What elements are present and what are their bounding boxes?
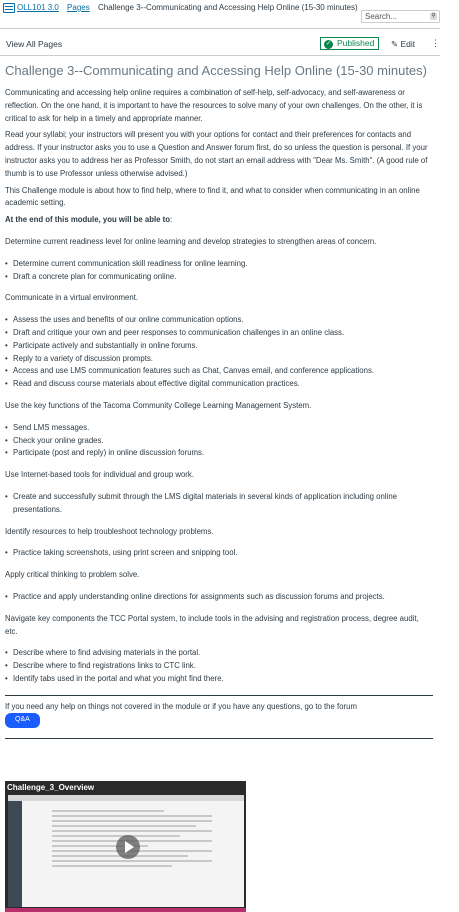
list-item: • Assess the uses and benefits of our online communication options.	[13, 314, 433, 327]
search-icon[interactable]: ⚲	[431, 13, 436, 19]
page-title: Challenge 3--Communicating and Accessing Help Online (15-30 minutes)	[5, 63, 427, 78]
objectives-heading-colon: :	[170, 215, 173, 225]
objective-text: Identify resources to help troubleshoot technology problems.	[5, 526, 214, 536]
help-text: If you need any help on things not covered in the module or if you have any questions, go to the forum	[5, 701, 357, 711]
content-divider	[5, 695, 433, 696]
view-all-pages-link[interactable]: View All Pages	[6, 39, 63, 49]
qa-button[interactable]: Q&A	[5, 713, 40, 728]
intro-paragraph-2: Read your syllabi; your instructors will present you with your options for contact and their preferences for contacts and address. If your instructor asks you to use a Question and Answer forum first, do so unless the question is personal. If your instructor asks you to address her as Professor Smith, do not start an email address with "Dear Ms. Smith". (A good rule of thumb is to use Professor unless otherwise advised.)	[5, 130, 428, 178]
list-item: • Participate actively and substantially in online forums.	[13, 340, 433, 353]
page-toolbar	[0, 32, 440, 54]
objective-text: Navigate key components the TCC Portal system, to include tools in the advising and registration process, degree audit, etc.	[5, 613, 419, 636]
intro-paragraph-1: Communicating and accessing help online requires a combination of self-help, self-advocacy, and self-awareness or reflection. On the one hand, it is important to have the resources to solve many of your own challenges. On the other, it is critical to ask for help in a timely and appropriate manner.	[5, 88, 423, 123]
list-item: • Access and use LMS communication features such as Chat, Canvas email, and conference applications.	[13, 365, 433, 378]
video-player[interactable]	[5, 781, 246, 912]
published-label: Published	[337, 38, 375, 48]
list-item: • Practice taking screenshots, using print screen and snipping tool.	[13, 547, 433, 560]
list-item: • Draft a concrete plan for communicating online.	[13, 271, 433, 284]
objective-sublist	[5, 647, 433, 685]
check-icon: ✓	[325, 41, 332, 47]
intro-paragraph-3: This Challenge module is about how to find help, where to find it, and what to consider when communicating in an online academic setting.	[5, 185, 420, 208]
objectives-list	[5, 236, 433, 686]
menu-icon[interactable]	[3, 3, 15, 13]
list-item: • Determine current communication skill readiness for online learning.	[13, 258, 433, 271]
list-item: • Identify tabs used in the portal and what you might find there.	[13, 673, 433, 686]
pencil-icon: ✎	[391, 39, 399, 49]
toolbar-divider	[0, 55, 440, 56]
objective-sublist	[5, 491, 433, 517]
objective-text: Use the key functions of the Tacoma Community College Learning Management System.	[5, 400, 312, 410]
content-divider-2	[5, 738, 433, 739]
objective-sublist	[5, 591, 433, 604]
video-title: Challenge_3_Overview	[7, 783, 95, 792]
list-item: • Check your online grades.	[13, 435, 433, 448]
video-thumb-header	[8, 795, 244, 801]
play-icon[interactable]	[116, 835, 140, 859]
breadcrumb-current: Challenge 3--Communicating and Accessing Help Online (15-30 minutes)	[97, 3, 358, 12]
breadcrumb-course[interactable]: OLL101 3.0	[17, 3, 59, 12]
video-progress-bar[interactable]	[5, 908, 246, 912]
list-item: • Draft and critique your own and peer responses to communication challenges in an online class.	[13, 327, 433, 340]
objective-text: Communicate in a virtual environment.	[5, 293, 139, 303]
page-content	[5, 87, 433, 744]
list-item: • Describe where to find registrations links to CTC link.	[13, 660, 433, 673]
list-item: • Read and discuss course materials about effective digital communication practices.	[13, 378, 433, 391]
objective-sublist	[5, 547, 433, 560]
objective-text: Determine current readiness level for online learning and develop strategies to strengthen areas of concern.	[5, 236, 377, 246]
list-item: • Send LMS messages.	[13, 422, 433, 435]
breadcrumb	[17, 3, 358, 12]
list-item: • Create and successfully submit through the LMS digital materials in several kinds of application including online presentations.	[13, 491, 433, 517]
edit-label: Edit	[400, 39, 416, 49]
objective-text: Apply critical thinking to problem solve.	[5, 570, 140, 580]
list-item: • Practice and apply understanding online directions for assignments such as discussion forums and projects.	[13, 591, 433, 604]
list-item: • Describe where to find advising materials in the portal.	[13, 647, 433, 660]
objectives-heading	[5, 214, 433, 227]
video-thumb-sidebar	[8, 801, 22, 907]
published-button[interactable]	[320, 37, 379, 50]
objective-sublist	[5, 258, 433, 284]
top-bar	[0, 0, 459, 28]
search-placeholder: Search...	[365, 12, 398, 21]
more-options-icon[interactable]: ⋮	[431, 38, 440, 48]
edit-button[interactable]	[391, 39, 415, 50]
objective-sublist	[5, 422, 433, 460]
objective-sublist	[5, 314, 433, 391]
list-item: • Participate (post and reply) in online discussion forums.	[13, 447, 433, 460]
header-divider	[0, 28, 440, 29]
objective-text: Use Internet-based tools for individual and group work.	[5, 470, 194, 480]
search-input[interactable]	[361, 10, 440, 23]
list-item: • Reply to a variety of discussion prompts.	[13, 353, 433, 366]
objectives-heading-text: At the end of this module, you will be able to	[5, 215, 171, 225]
breadcrumb-pages[interactable]: Pages	[67, 3, 90, 12]
